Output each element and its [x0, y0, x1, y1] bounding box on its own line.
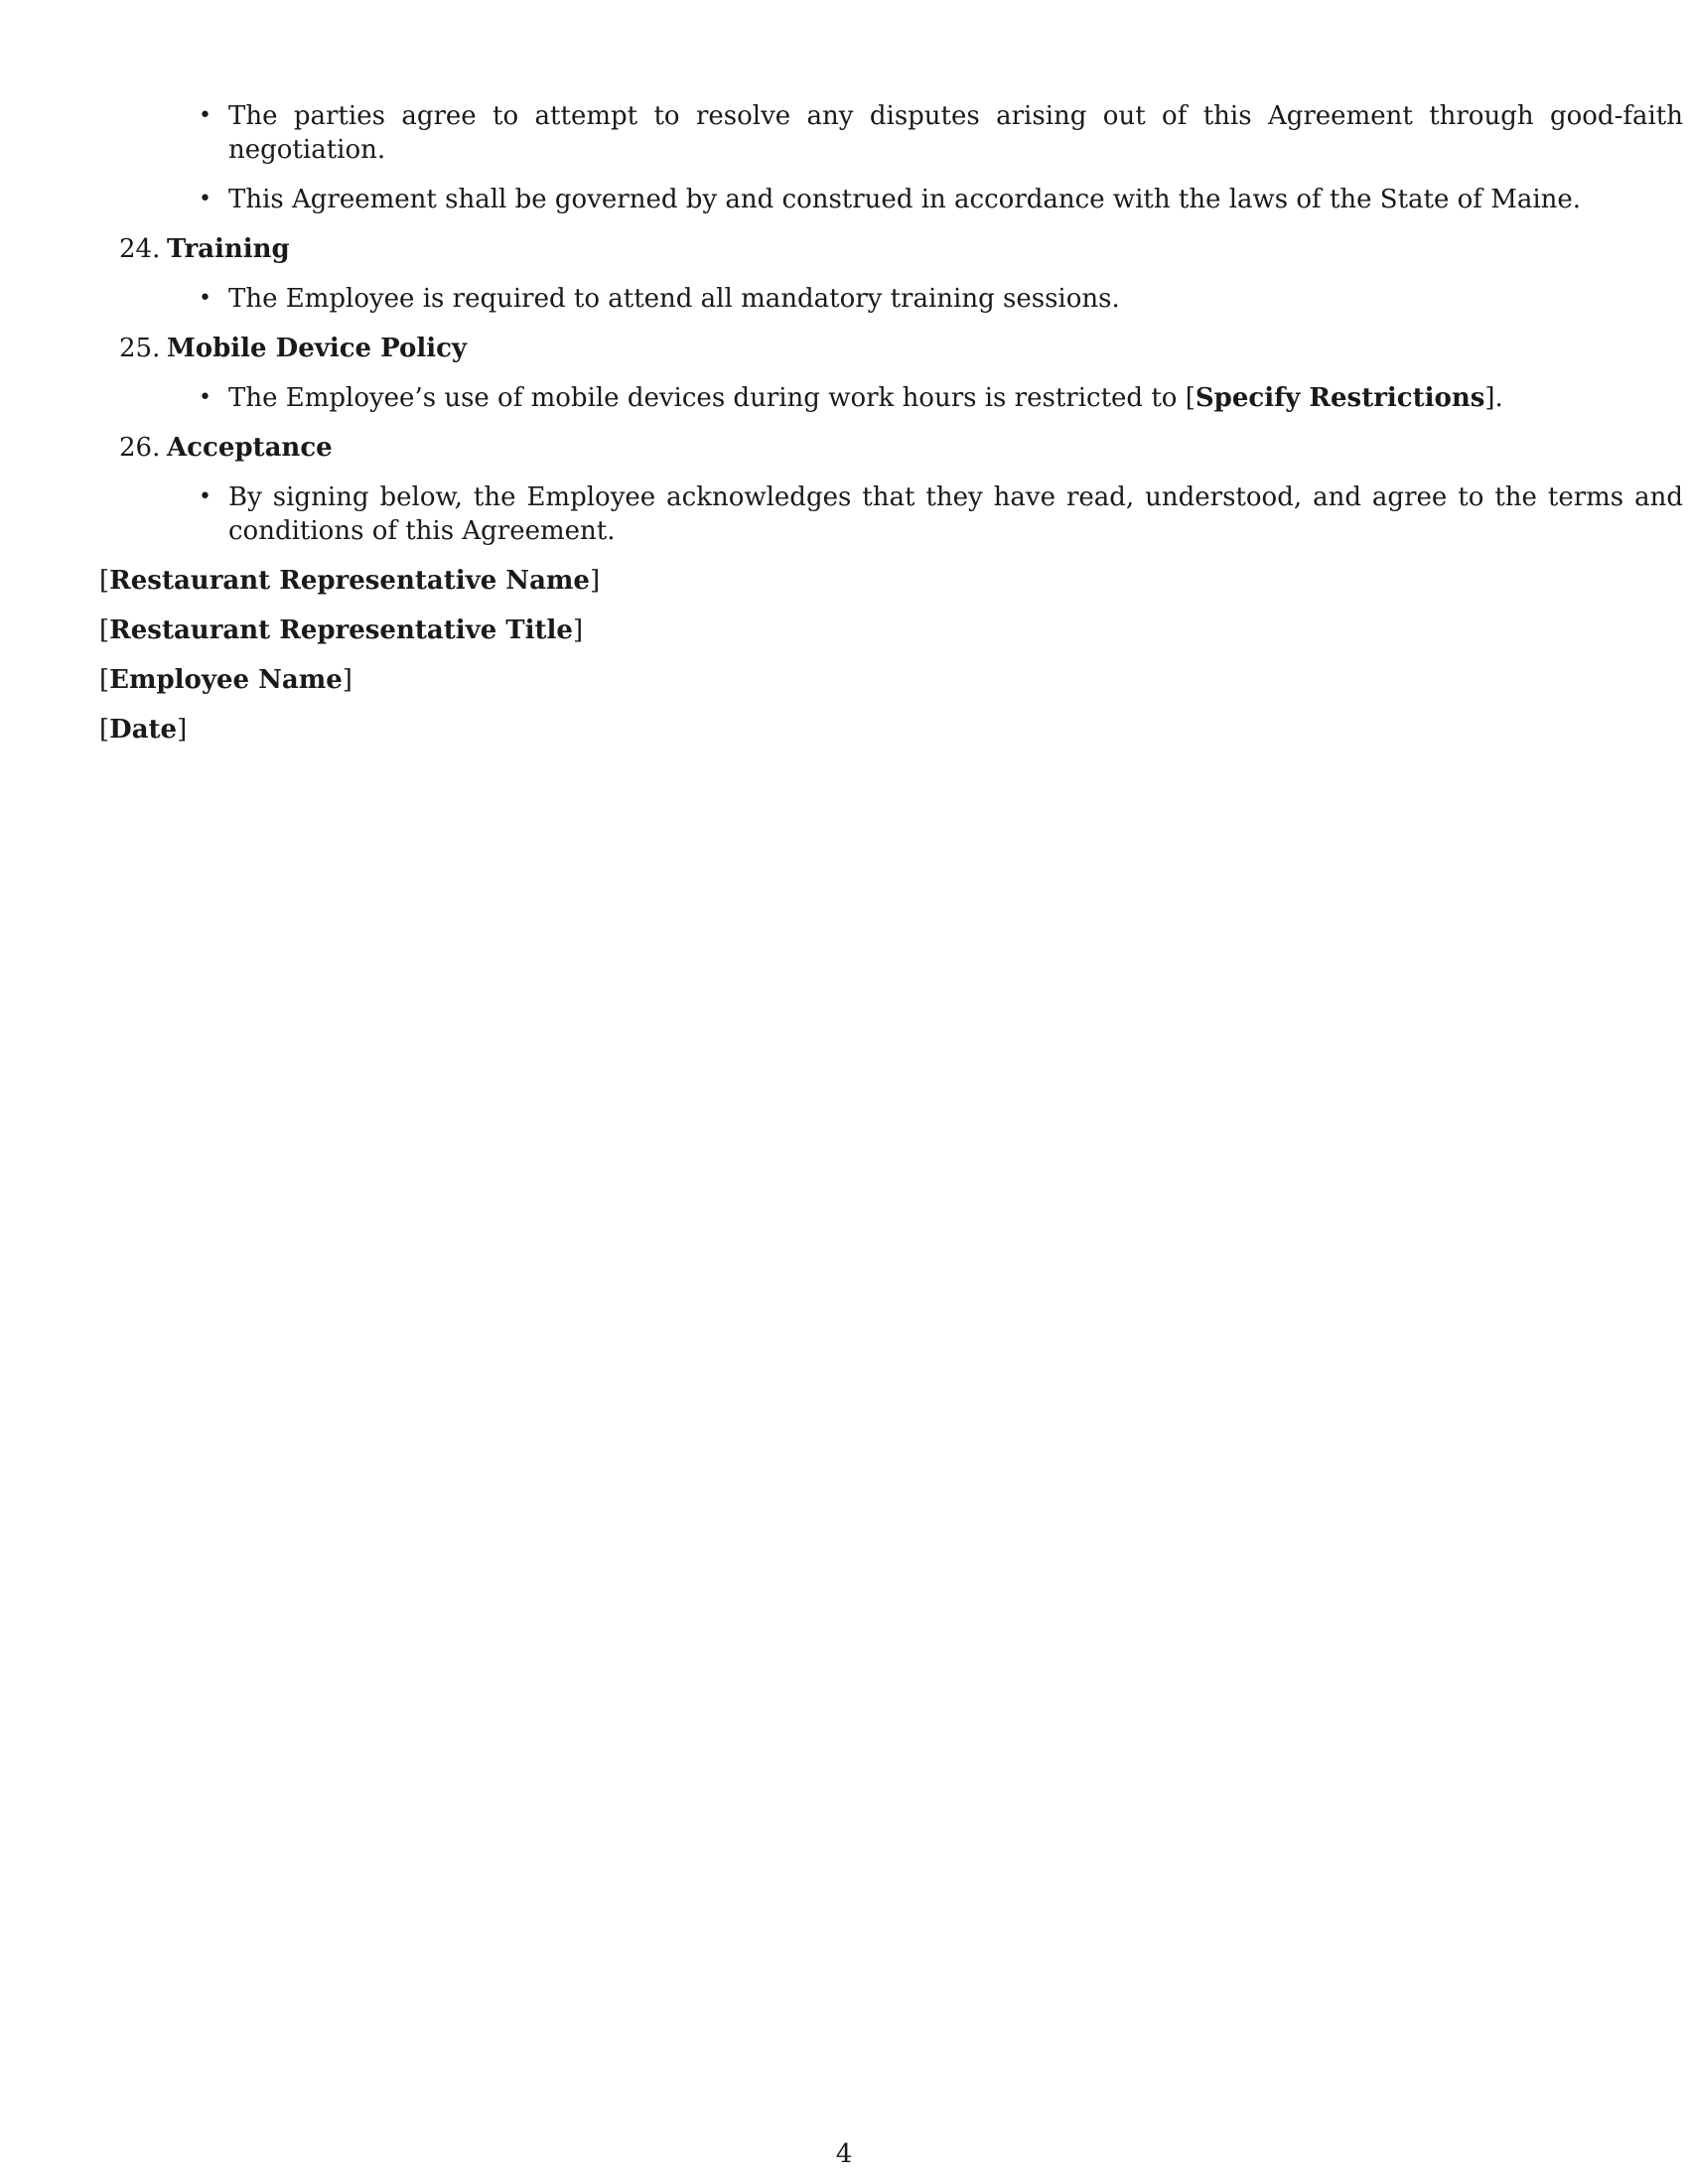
section-heading [99, 431, 1589, 465]
section-heading [99, 232, 1589, 266]
section-bullets [99, 480, 1683, 548]
placeholder-text: Restaurant Representative Name [109, 566, 590, 596]
section-title: Training [167, 234, 290, 264]
employee-name-placeholder [99, 663, 1589, 697]
close-bracket: ] [177, 715, 188, 745]
dispute-resolution-list [99, 99, 1683, 216]
section-number: 24. [119, 234, 161, 264]
list-item: • By signing below, the Employee acknowledges that they have read, understood, and agree to the terms and conditions of this Agreement. [99, 480, 1683, 548]
placeholder-open-bracket: [ [1185, 383, 1196, 413]
restrictions-placeholder: Specify Restrictions [1195, 383, 1485, 413]
close-bracket: ] [342, 665, 352, 695]
page-number: 4 [835, 2139, 853, 2169]
list-item [99, 381, 1683, 415]
section-bullets [99, 282, 1589, 316]
section-training [99, 232, 1589, 316]
section-acceptance [99, 431, 1683, 548]
section-mobile-device-policy [99, 332, 1589, 415]
signature-block [99, 564, 1589, 747]
close-bracket: ] [589, 566, 601, 596]
list-item: • The parties agree to attempt to resolve any disputes arising out of this Agreement through good-faith negotiation. [99, 99, 1683, 167]
placeholder-text: Employee Name [109, 665, 343, 695]
section-bullets [99, 381, 1589, 415]
representative-title-placeholder [99, 614, 1589, 647]
list-item: • This Agreement shall be governed by and construed in accordance with the laws of the State of Maine. [99, 183, 1683, 216]
section-number: 26. [119, 433, 161, 463]
list-item: • The Employee is required to attend all mandatory training sessions. [99, 282, 1683, 316]
open-bracket: [ [99, 665, 110, 695]
section-number: 25. [119, 334, 161, 363]
placeholder-text: Date [109, 715, 178, 745]
open-bracket: [ [99, 715, 110, 745]
open-bracket: [ [99, 566, 110, 596]
document-body [99, 99, 1683, 762]
placeholder-close-bracket: ] [1484, 383, 1495, 413]
open-bracket: [ [99, 615, 110, 645]
date-placeholder [99, 713, 1589, 747]
bullet-text: The Employee’s use of mobile devices during work hours is restricted to [228, 383, 1186, 413]
bullet-text-end: . [1494, 383, 1503, 413]
representative-name-placeholder [99, 564, 1589, 598]
placeholder-text: Restaurant Representative Title [109, 615, 573, 645]
section-heading [99, 332, 1589, 365]
section-title: Mobile Device Policy [167, 334, 468, 363]
close-bracket: ] [572, 615, 584, 645]
section-title: Acceptance [167, 433, 333, 463]
